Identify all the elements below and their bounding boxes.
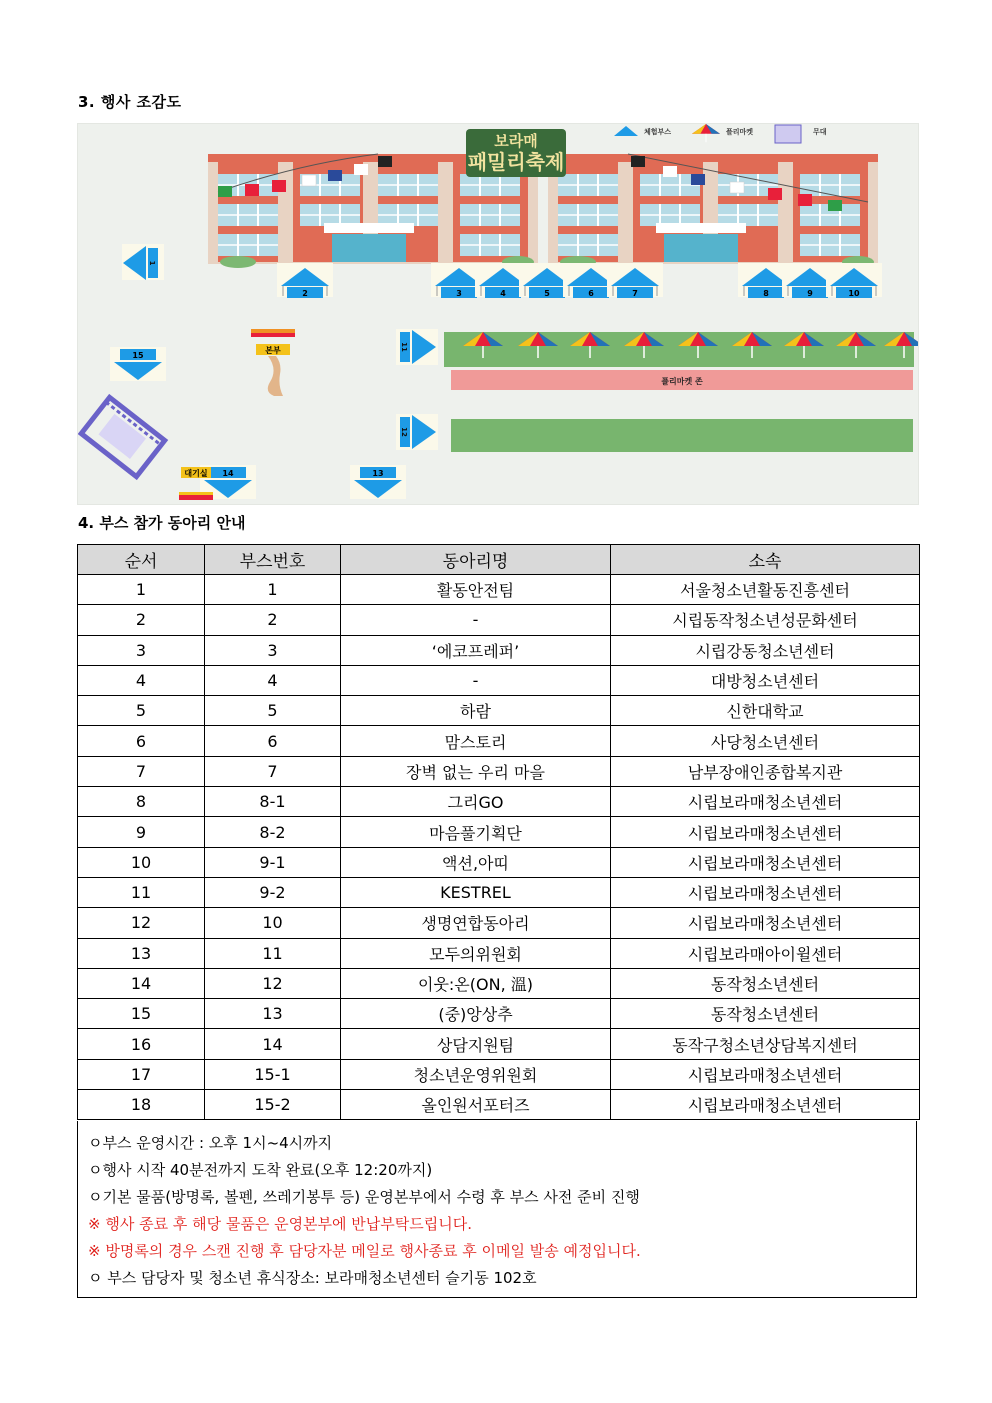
cell-order: 14	[78, 968, 205, 998]
cell-affiliation: 서울청소년활동진흥센터	[611, 575, 920, 605]
legend-stage-label: 무대	[813, 128, 827, 136]
cell-booth-number: 11	[205, 938, 341, 968]
table-row	[78, 968, 920, 998]
booth-13	[350, 465, 406, 499]
cell-affiliation: 동작청소년센터	[611, 968, 920, 998]
cell-club-name: 마음풀기획단	[341, 817, 611, 847]
table-row	[78, 938, 920, 968]
svg-text:2: 2	[302, 289, 308, 298]
booth-7	[607, 263, 663, 298]
svg-text:3: 3	[456, 289, 462, 298]
table-row	[78, 665, 920, 695]
table-row	[78, 908, 920, 938]
cell-club-name: 청소년운영위원회	[341, 1059, 611, 1089]
cell-order: 8	[78, 787, 205, 817]
cell-affiliation: 시립강동청소년센터	[611, 635, 920, 665]
svg-text:대기실: 대기실	[184, 469, 208, 478]
cell-club-name: 생명연합동아리	[341, 908, 611, 938]
festival-title-line1: 보라매	[494, 132, 538, 150]
cell-order: 4	[78, 665, 205, 695]
cell-club-name: 모두의위원회	[341, 938, 611, 968]
booth-club-table	[77, 544, 920, 1120]
festival-site-map	[77, 123, 919, 505]
cell-booth-number: 3	[205, 635, 341, 665]
legend-booth-label: 체험부스	[644, 128, 672, 136]
cell-order: 5	[78, 696, 205, 726]
cell-order: 10	[78, 847, 205, 877]
cell-order: 6	[78, 726, 205, 756]
cell-order: 18	[78, 1090, 205, 1120]
cell-order: 17	[78, 1059, 205, 1089]
booth-1	[122, 244, 164, 280]
cell-affiliation: 남부장애인종합복지관	[611, 756, 920, 786]
cell-club-name: 상담지원팀	[341, 1029, 611, 1059]
table-row	[78, 1059, 920, 1089]
cell-booth-number: 13	[205, 999, 341, 1029]
section-3-heading: 3. 행사 조감도	[78, 93, 182, 111]
booth-11	[396, 329, 438, 365]
notes-box	[77, 1121, 917, 1298]
legend-flea-market-label: 플리마켓	[726, 128, 754, 136]
table-row	[78, 605, 920, 635]
cell-booth-number: 5	[205, 696, 341, 726]
booth-legend-icon	[614, 126, 638, 136]
table-row	[78, 787, 920, 817]
cell-order: 2	[78, 605, 205, 635]
note-item: ㅇ기본 물품(방명록, 볼펜, 쓰레기봉투 등) 운영본부에서 수령 후 부스 사전 준비 진행	[88, 1188, 640, 1206]
cell-club-name: 장벽 없는 우리 마을	[341, 756, 611, 786]
svg-text:7: 7	[632, 289, 638, 298]
table-row	[78, 847, 920, 877]
cell-affiliation: 시립보라매청소년센터	[611, 908, 920, 938]
cell-booth-number: 8-1	[205, 787, 341, 817]
section-4-heading: 4. 부스 참가 동아리 안내	[78, 514, 246, 532]
cell-affiliation: 시립보라매아이윌센터	[611, 938, 920, 968]
cell-affiliation: 동작청소년센터	[611, 999, 920, 1029]
cell-affiliation: 동작구청소년상담복지센터	[611, 1029, 920, 1059]
booth-15	[110, 347, 166, 381]
school-building-right	[548, 154, 878, 268]
cell-order: 1	[78, 575, 205, 605]
cell-order: 7	[78, 756, 205, 786]
cell-club-name: 이웃:온(ON, 溫)	[341, 968, 611, 998]
cell-club-name: -	[341, 665, 611, 695]
svg-text:12: 12	[400, 427, 408, 437]
table-header-row	[78, 545, 920, 575]
stage	[81, 397, 164, 476]
svg-text:11: 11	[400, 342, 408, 352]
svg-text:8: 8	[763, 289, 769, 298]
cell-affiliation: 대방청소년센터	[611, 665, 920, 695]
cell-club-name: 활동안전팀	[341, 575, 611, 605]
svg-text:9: 9	[807, 289, 813, 298]
cell-club-name: (중)앙상추	[341, 999, 611, 1029]
cell-booth-number: 12	[205, 968, 341, 998]
cell-club-name: 하람	[341, 696, 611, 726]
cell-affiliation: 시립보라매청소년센터	[611, 817, 920, 847]
cell-booth-number: 2	[205, 605, 341, 635]
table-row	[78, 1029, 920, 1059]
svg-text:5: 5	[544, 289, 550, 298]
note-item: ㅇ 부스 담당자 및 청소년 휴식장소: 보라매청소년센터 슬기동 102호	[88, 1269, 537, 1287]
table-row	[78, 999, 920, 1029]
cell-order: 13	[78, 938, 205, 968]
note-warning: ※ 방명록의 경우 스캔 진행 후 담당자분 메일로 행사종료 후 이메일 발송 예정입니다.	[88, 1242, 641, 1260]
header-booth-number: 부스번호	[205, 545, 341, 575]
cell-booth-number: 8-2	[205, 817, 341, 847]
cell-club-name: 액션,아띠	[341, 847, 611, 877]
note-warning: ※ 행사 종료 후 해당 물품은 운영본부에 반납부탁드립니다.	[88, 1215, 472, 1233]
table-row	[78, 575, 920, 605]
table-row	[78, 726, 920, 756]
cell-club-name: KESTREL	[341, 877, 611, 907]
cell-order: 3	[78, 635, 205, 665]
svg-text:본부: 본부	[265, 346, 281, 355]
cell-affiliation: 사당청소년센터	[611, 726, 920, 756]
map-legend	[614, 124, 827, 143]
cell-club-name: 올인원서포터즈	[341, 1090, 611, 1120]
cell-booth-number: 4	[205, 665, 341, 695]
cell-booth-number: 14	[205, 1029, 341, 1059]
header-order: 순서	[78, 545, 205, 575]
note-item: ㅇ행사 시작 40분전까지 도착 완료(오후 12:20까지)	[88, 1161, 433, 1179]
svg-text:15: 15	[132, 351, 144, 360]
note-item: ㅇ부스 운영시간 : 오후 1시~4시까지	[88, 1134, 333, 1152]
svg-text:10: 10	[848, 289, 860, 298]
cell-booth-number: 10	[205, 908, 341, 938]
cell-order: 11	[78, 877, 205, 907]
cell-club-name: 그리GO	[341, 787, 611, 817]
cell-affiliation: 시립보라매청소년센터	[611, 1059, 920, 1089]
svg-text:4: 4	[500, 289, 506, 298]
cell-booth-number: 15-2	[205, 1090, 341, 1120]
cell-affiliation: 신한대학교	[611, 696, 920, 726]
cell-booth-number: 15-1	[205, 1059, 341, 1089]
cell-affiliation: 시립보라매청소년센터	[611, 787, 920, 817]
cell-booth-number: 9-2	[205, 877, 341, 907]
cell-order: 16	[78, 1029, 205, 1059]
cell-club-name: -	[341, 605, 611, 635]
grass-area	[451, 419, 913, 452]
cell-booth-number: 9-1	[205, 847, 341, 877]
cell-order: 12	[78, 908, 205, 938]
cell-order: 9	[78, 817, 205, 847]
header-club-name: 동아리명	[341, 545, 611, 575]
cell-order: 15	[78, 999, 205, 1029]
headquarters-tent	[251, 329, 295, 396]
cell-affiliation: 시립보라매청소년센터	[611, 847, 920, 877]
booth-12	[396, 414, 438, 450]
festival-title-line2: 패밀리축제	[467, 150, 565, 174]
svg-text:6: 6	[588, 289, 594, 298]
header-affiliation: 소속	[611, 545, 920, 575]
svg-text:14: 14	[222, 469, 234, 478]
cell-club-name: 맘스토리	[341, 726, 611, 756]
cell-booth-number: 1	[205, 575, 341, 605]
cell-affiliation: 시립보라매청소년센터	[611, 877, 920, 907]
table-row	[78, 817, 920, 847]
table-row	[78, 696, 920, 726]
cell-club-name: ‘에코프레퍼’	[341, 635, 611, 665]
svg-text:13: 13	[372, 469, 384, 478]
table-row	[78, 635, 920, 665]
cell-booth-number: 6	[205, 726, 341, 756]
table-row	[78, 1090, 920, 1120]
svg-text:1: 1	[148, 260, 156, 266]
flea-market-grass	[444, 332, 914, 367]
flea-market-zone-label: 플리마켓 존	[661, 377, 703, 386]
cell-booth-number: 7	[205, 756, 341, 786]
table-row	[78, 756, 920, 786]
umbrella-legend-icon	[692, 124, 720, 142]
booth-10	[826, 263, 882, 298]
cell-affiliation: 시립동작청소년성문화센터	[611, 605, 920, 635]
stage-legend-icon	[775, 125, 801, 143]
booth-2	[277, 263, 333, 298]
table-row	[78, 877, 920, 907]
cell-affiliation: 시립보라매청소년센터	[611, 1090, 920, 1120]
